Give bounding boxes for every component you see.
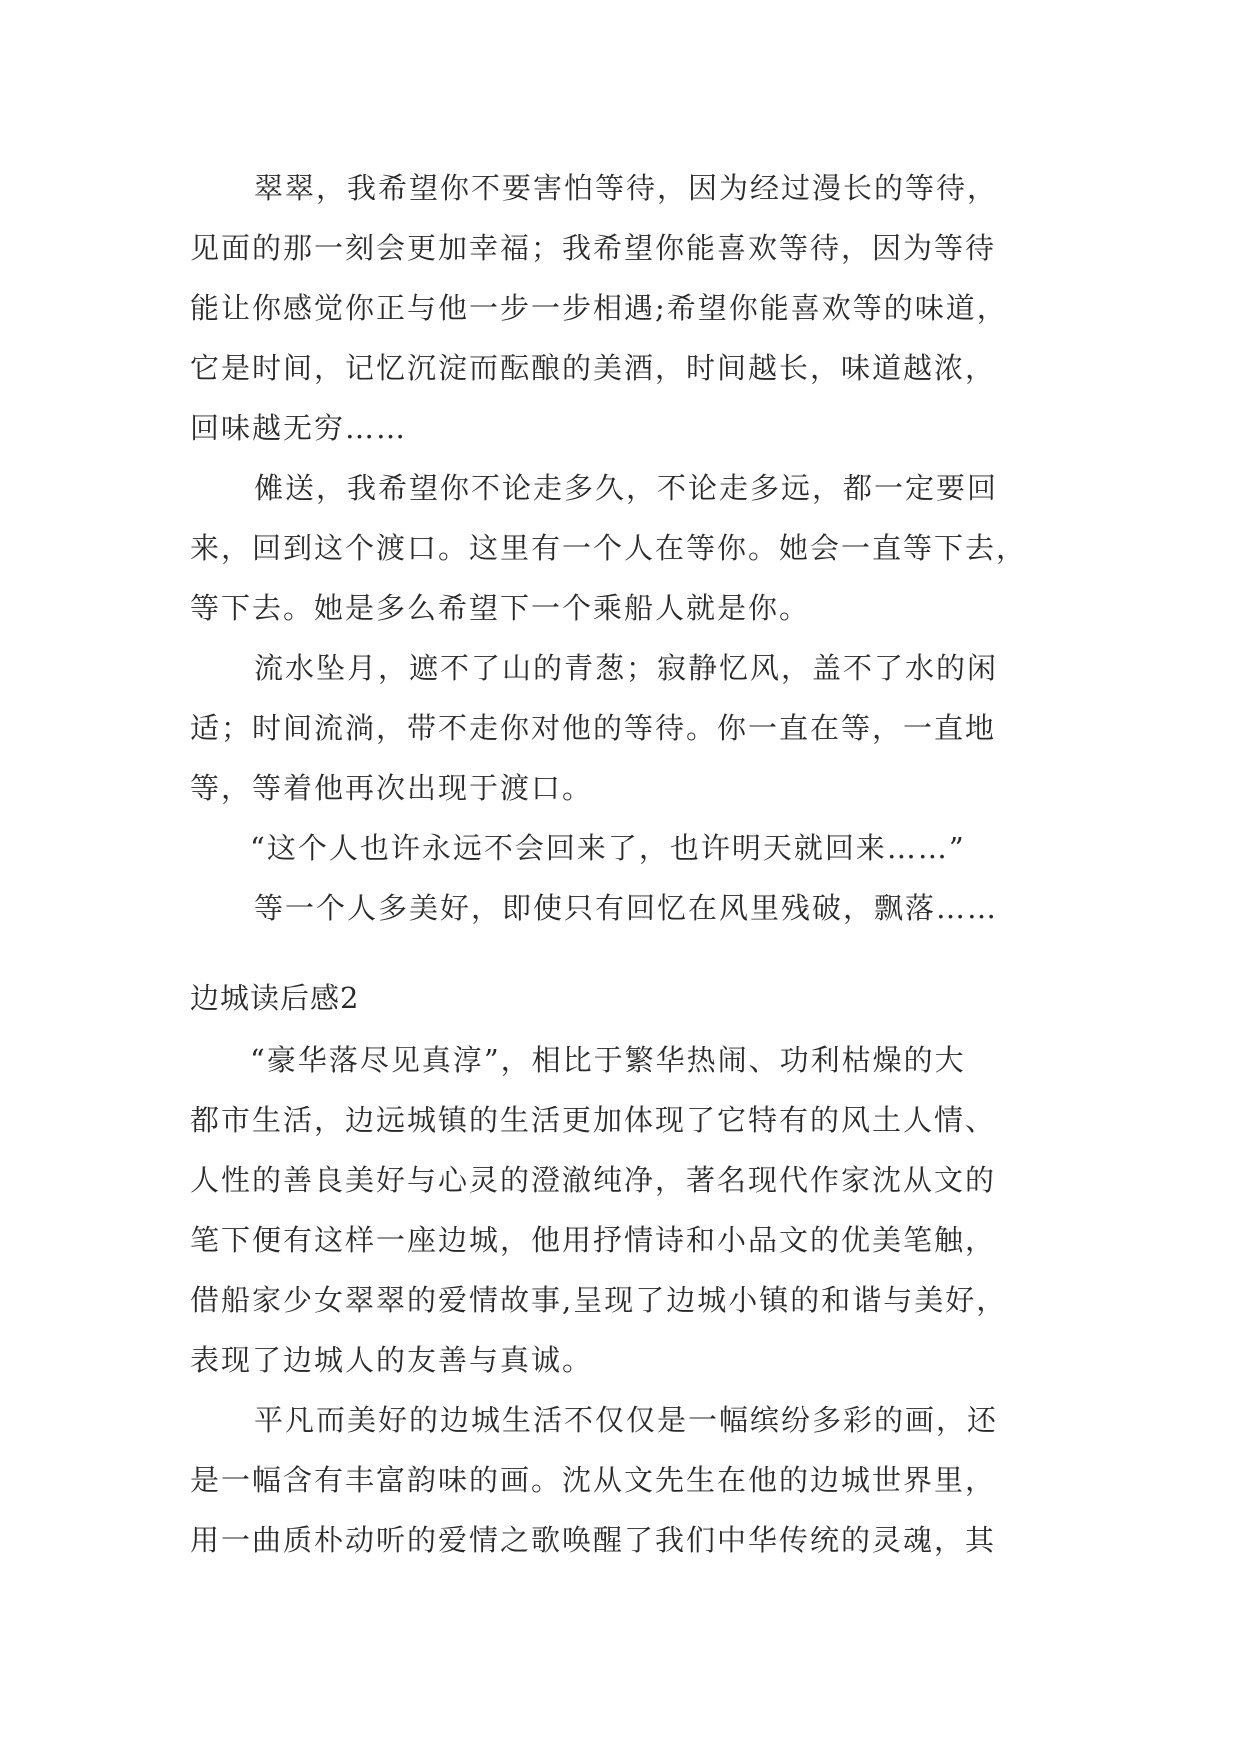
paragraph-1 [190,1030,1090,1390]
text-line: 能让你感觉你正与他一步一步相遇;希望你能喜欢等的味道， [190,291,1008,325]
text-line: 翠翠，我希望你不要害怕等待，因为经过漫长的等待， [254,171,999,205]
text-line: 平凡而美好的边城生活不仅仅是一幅缤纷多彩的画，还 [254,1403,999,1437]
text-line: 等一个人多美好，即使只有回忆在风里残破，飘落…… [254,891,999,925]
text-line: 见面的那一刻会更加幸福；我希望你能喜欢等待，因为等待 [190,231,997,265]
paragraph-2 [190,458,1090,638]
text-line: 表现了边城人的友善与真诚。 [190,1343,594,1377]
paragraph-5 [190,878,1090,938]
paragraph-2 [190,1390,1090,1570]
text-line: 流水坠月，遮不了山的青葱；寂静忆风，盖不了水的闲 [254,651,999,685]
text-line: 等下去。她是多么希望下一个乘船人就是你。 [190,591,811,625]
text-line: 用一曲质朴动听的爱情之歌唤醒了我们中华传统的灵魂，其 [190,1523,997,1557]
text-line: 人性的善良美好与心灵的澄澈纯净，著名现代作家沈从文的 [190,1163,997,1197]
text-line: “豪华落尽见真淳”，相比于繁华热闹、功利枯燥的大 [250,1043,966,1077]
text-line: 借船家少女翠翠的爱情故事,呈现了边城小镇的和谐与美好， [190,1283,1008,1317]
paragraph-3 [190,638,1090,818]
text-line: 是一幅含有丰富韵味的画。沈从文先生在他的边城世界里， [190,1463,997,1497]
essay-section-2 [190,1030,1090,1570]
text-line: 傩送，我希望你不论走多久，不论走多远，都一定要回 [254,471,999,505]
paragraph-1 [190,158,1090,458]
text-line: 来，回到这个渡口。这里有一个人在等你。她会一直等下去， [190,531,1028,565]
text-line: 适；时间流淌，带不走你对他的等待。你一直在等，一直地 [190,711,997,745]
section-heading: 边城读后感2 [190,981,360,1015]
text-line: “这个人也许永远不会回来了，也许明天就回来……” [250,831,966,865]
text-line: 笔下便有这样一座边城，他用抒情诗和小品文的优美笔触， [190,1223,997,1257]
paragraph-4 [190,818,1090,878]
text-line: 它是时间，记忆沉淀而酝酿的美酒，时间越长，味道越浓， [190,351,997,385]
text-line: 回味越无穷…… [190,411,408,445]
essay-section-1 [190,158,1090,938]
text-line: 都市生活，边远城镇的生活更加体现了它特有的风土人情、 [190,1103,997,1137]
text-line: 等，等着他再次出现于渡口。 [190,771,594,805]
